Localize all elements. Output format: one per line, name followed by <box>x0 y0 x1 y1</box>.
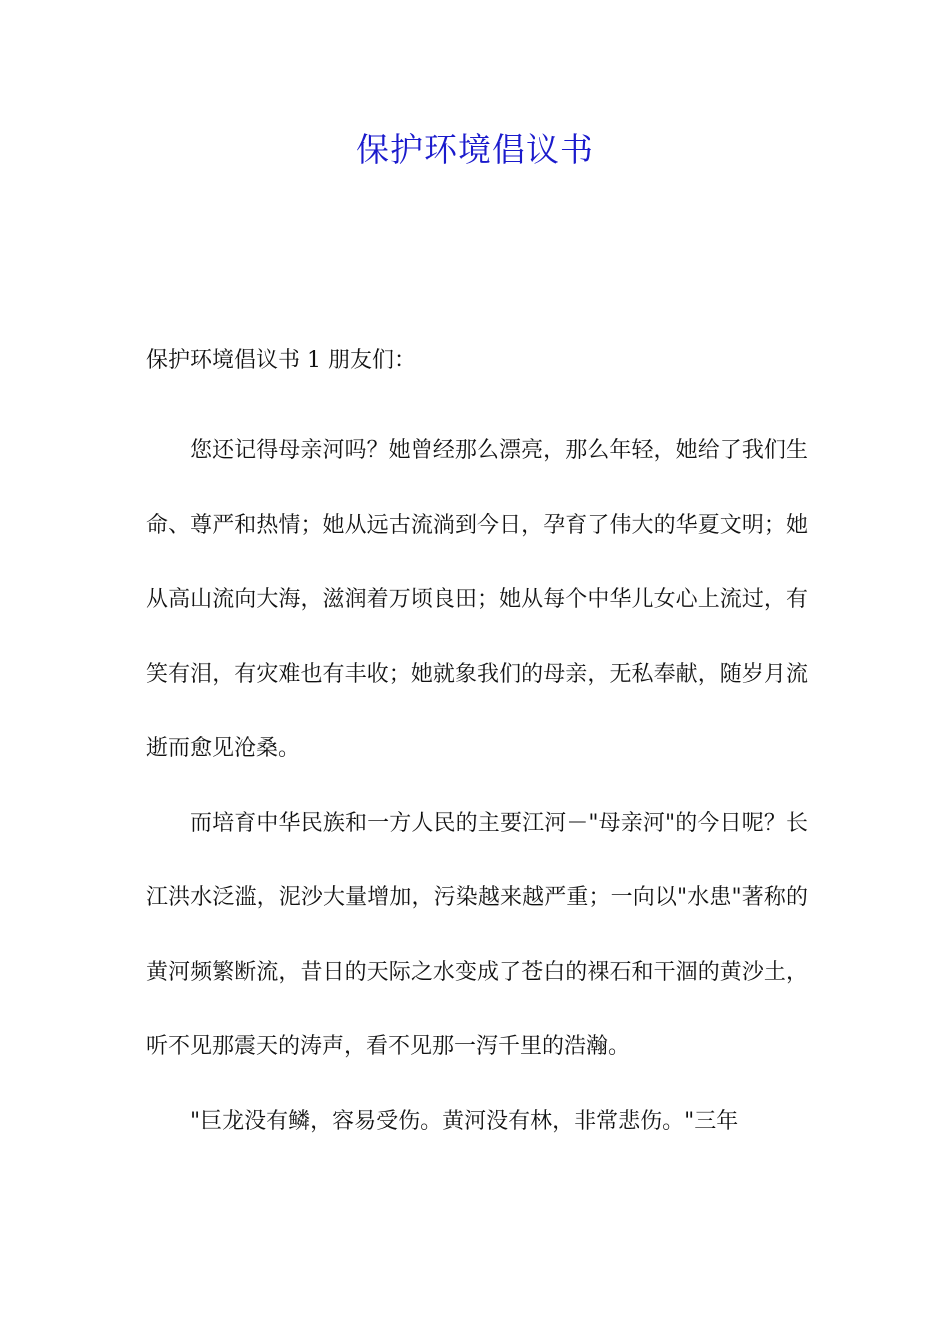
paragraph: 而培育中华民族和一方人民的主要江河－"母亲河"的今日呢？长江洪水泛滥，泥沙大量增加，污染越来越严重；一向以"水患"著称的黄河频繁断流，昔日的天际之水变成了苍白的裸石和干涸的黄沙土，听不见那震天的涛声，看不见那一泻千里的浩瀚。 <box>146 810 808 1059</box>
document-title: 保护环境倡议书 <box>356 130 594 169</box>
paragraph: "巨龙没有鳞，容易受伤。黄河没有林，非常悲伤。"三年 <box>190 1108 739 1134</box>
document-body <box>146 414 808 1159</box>
salutation-line: 保护环境倡议书 1 朋友们： <box>146 348 416 373</box>
paragraph: 您还记得母亲河吗？她曾经那么漂亮，那么年轻，她给了我们生命、尊严和热情；她从远古流淌到今日，孕育了伟大的华夏文明；她从高山流向大海，滋润着万顷良田；她从每个中华儿女心上流过，有笑有泪，有灾难也有丰收；她就象我们的母亲，无私奉献，随岁月流逝而愈见沧桑。 <box>146 438 808 761</box>
